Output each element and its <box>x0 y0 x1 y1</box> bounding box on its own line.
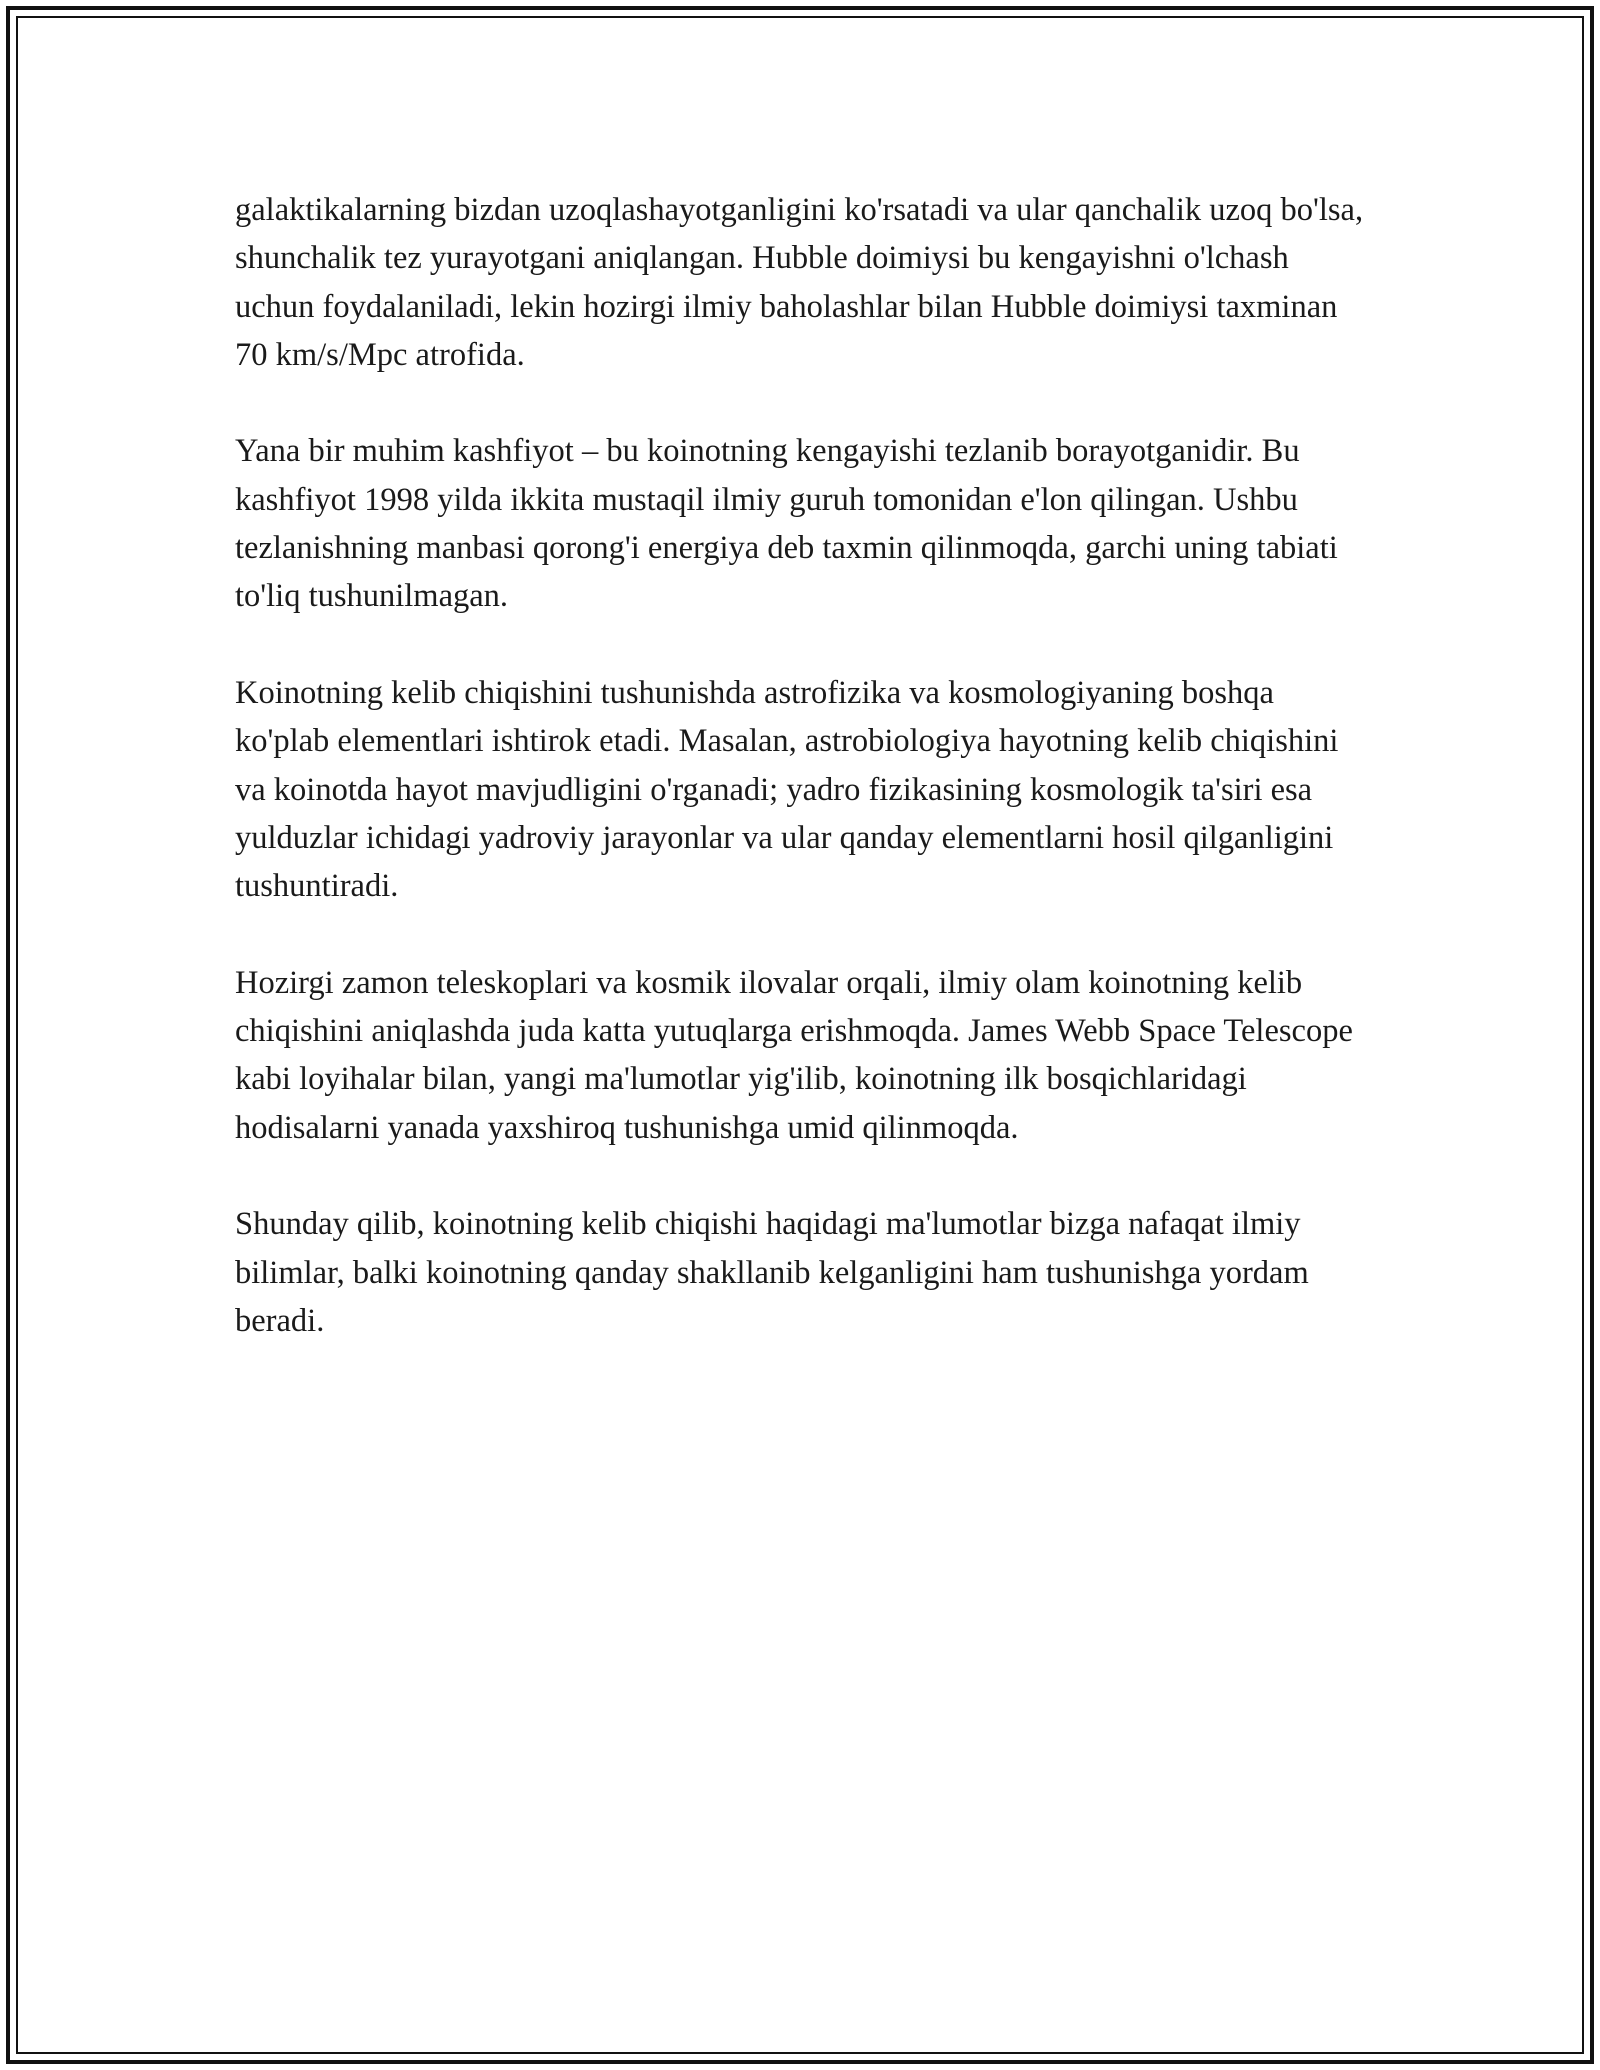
paragraph-4: Hozirgi zamon teleskoplari va kosmik ilovalar orqali, ilmiy olam koinotning kelib chiqishini aniqlashda juda katta yutuqlarga erishmoqda. James Webb Space Telescope kabi loyihalar bilan, yangi ma'lumotlar yig'ilib, koinotning ilk bosqichlaridagi hodisalarni yanada yaxshiroq tushunishga umid qilinmoqda. <box>235 964 1353 1146</box>
paragraph-1: galaktikalarning bizdan uzoqlashayotganligini ko'rsatadi va ular qanchalik uzoq bo'lsa, shunchalik tez yurayotgani aniqlangan. Hubble doimiysi bu kengayishni o'lchash uchun foydalaniladi, lekin hozirgi ilmiy baholashlar bilan Hubble doimiysi taxminan 70 km/s/Mpc atrofida. <box>235 192 1364 373</box>
paragraph-3: Koinotning kelib chiqishini tushunishda astrofizika va kosmologiyaning boshqa ko'plab elementlari ishtirok etadi. Masalan, astrobiologiya hayotning kelib chiqishini va koinotda hayot mavjudligini o'rganadi; yadro fizikasining kosmologik ta'siri esa yulduzlar ichidagi yadroviy jarayonlar va ular qanday elementlarni hosil qilganligini tushuntiradi. <box>235 674 1339 905</box>
document-body <box>235 186 1365 1393</box>
paragraph-2: Yana bir muhim kashfiyot – bu koinotning kengayishi tezlanib borayotganidir. Bu kashfiyot 1998 yilda ikkita mustaqil ilmiy guruh tomonidan e'lon qilingan. Ushbu tezlanishning manbasi qorong'i energiya deb taxmin qilinmoqda, garchi uning tabiati to'liq tushunilmagan. <box>235 433 1338 615</box>
paragraph-5: Shunday qilib, koinotning kelib chiqishi haqidagi ma'lumotlar bizga nafaqat ilmiy bilimlar, balki koinotning qanday shakllanib kelganligini ham tushunishga yordam beradi. <box>235 1206 1309 1339</box>
